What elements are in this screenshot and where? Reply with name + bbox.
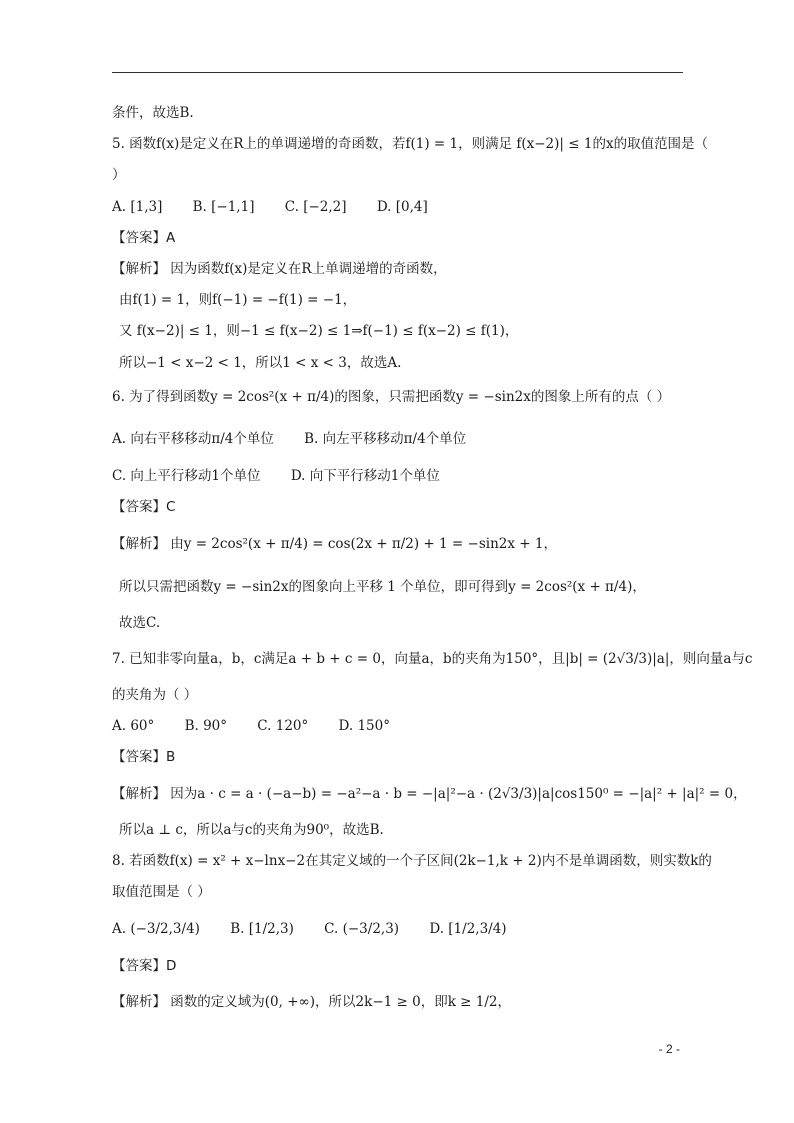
q7-option-b: B. 90°: [184, 718, 227, 734]
q6-option-b: B. 向左平移移动π/4个单位: [304, 431, 467, 447]
q5-analysis-line: 【解析】 因为函数f(x)是定义在R上单调递增的奇函数，: [112, 261, 447, 277]
q6-options-row2: [112, 467, 466, 485]
header-rule: [112, 72, 683, 73]
q7-analysis-line: 【解析】 因为a · c = a · (−a−b) = −a²−a · b = −|a|²−a · (2√3/3)|a|cos150⁰ = −|a|² + |a|² = 0，: [112, 786, 747, 802]
q5-option-a: A. [1,3]: [112, 199, 163, 215]
q5-answer: 【答案】A: [112, 230, 176, 246]
q6-stem: 6. 为了得到函数y = 2cos²(x + π/4)的图象，只需把函数y = −sin2x的图象上所有的点（ ）: [112, 389, 671, 405]
q6-answer: 【答案】C: [112, 499, 176, 515]
q7-analysis-line: 所以a ⊥ c，所以a与c的夹角为90⁰，故选B.: [119, 822, 384, 838]
q6-options-row1: [112, 430, 492, 448]
q8-analysis-line: 【解析】 函数的定义域为(0, +∞)，所以2k−1 ≥ 0，即k ≥ 1/2，: [112, 994, 512, 1010]
q7-option-d: D. 150°: [338, 718, 390, 734]
q5-option-d: D. [0,4]: [376, 199, 428, 215]
q8-option-a: A. (−3/2,3/4): [112, 921, 200, 937]
q8-option-d: D. [1/2,3/4): [429, 921, 507, 937]
q5-options: [112, 198, 454, 216]
page-number: - 2 -: [658, 1042, 680, 1056]
q5-stem-close: ）: [112, 167, 126, 183]
q6-option-c: C. 向上平行移动1个单位: [112, 468, 261, 484]
q8-option-b: B. [1/2,3): [230, 921, 294, 937]
q6-option-a: A. 向右平移移动π/4个单位: [112, 431, 274, 447]
q7-option-a: A. 60°: [112, 718, 155, 734]
q7-stem-close: 的夹角为（ ）: [112, 687, 198, 703]
q5-analysis-line: 又 f(x−2)| ≤ 1，则−1 ≤ f(x−2) ≤ 1⇒f(−1) ≤ f(x−2) ≤ f(1)，: [119, 323, 519, 339]
q5-stem: 5. 函数f(x)是定义在R上的单调递增的奇函数，若f(1) = 1，则满足 f(x−2)| ≤ 1的x的取值范围是（: [112, 136, 709, 152]
q5-option-b: B. [−1,1]: [192, 199, 255, 215]
q6-analysis-line: 所以只需把函数y = −sin2x的图象向上平移 1 个单位，即可得到y = 2cos²(x + π/4)，: [119, 579, 646, 595]
q7-options: [112, 717, 416, 735]
q8-option-c: C. (−3/2,3): [324, 921, 400, 937]
q6-option-d: D. 向下平行移动1个单位: [290, 468, 440, 484]
q7-option-c: C. 120°: [257, 718, 309, 734]
q7-answer: 【答案】B: [112, 749, 176, 765]
q8-stem: 8. 若函数f(x) = x² + x−lnx−2在其定义域的一个子区间(2k−1,k + 2)内不是单调函数，则实数k的: [112, 853, 712, 869]
q5-analysis-line: 所以−1 < x−2 < 1，所以1 < x < 3，故选A.: [119, 355, 402, 371]
q5-analysis-line: 由f(1) = 1，则f(−1) = −f(1) = −1，: [119, 292, 357, 308]
q8-options: [112, 920, 533, 938]
prev-question-end: 条件，故选B.: [112, 105, 194, 121]
q8-stem-close: 取值范围是（ ）: [112, 884, 211, 900]
q6-analysis-line: 【解析】 由y = 2cos²(x + π/4) = cos(2x + π/2) + 1 = −sin2x + 1，: [112, 536, 557, 552]
q6-analysis-line: 故选C.: [119, 615, 161, 631]
q8-answer: 【答案】D: [112, 958, 177, 974]
q7-stem: 7. 已知非零向量a，b，c满足a + b + c = 0，向量a，b的夹角为150°，且|b| = (2√3/3)|a|，则向量a与c: [112, 651, 753, 667]
q5-option-c: C. [−2,2]: [284, 199, 347, 215]
